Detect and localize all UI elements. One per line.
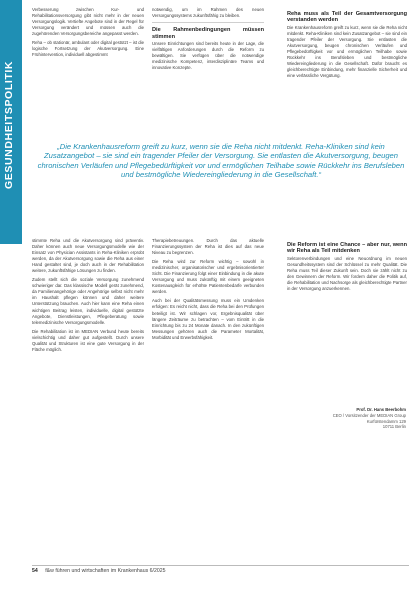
- section-heading: Die Rahmenbedingungen müssen stimmen: [152, 27, 264, 40]
- author-line: 10711 Berlin: [382, 424, 406, 430]
- bottom-column-2: [152, 238, 264, 344]
- author-box: [296, 407, 406, 430]
- section-heading: Die Reform ist eine Chance – aber nur, wenn wir Reha als Teil mitdenken: [287, 242, 407, 255]
- paragraph: Zudem stellt sich die soziale Versorgung zunehmend schwieriger dar. Das klassische Modell gerät zunehmend, da Familienangehörige oder Angehörige selbst nicht mehr im Haushalt pflegen können und daher weitere Unterstützung brauchen. Auch hier kann eine Reha einen wichtigen Beitrag leisten, individuelle, digital gestützte Angebote, Dienstleistungen, Pflegeberatung sowie telemedizinische Versorgungsmodelle.: [32, 277, 144, 325]
- bottom-column-3: [287, 238, 407, 295]
- author-name: Prof. Dr. Hans Beerbohm: [356, 407, 406, 412]
- section-heading: Reha muss als Teil der Gesamtversorgung verstanden werden: [287, 11, 407, 24]
- paragraph: Therapiebetreuungen. Durch das aktuelle Finanzierungssystem der Reha ist dies auf das neue Niveau zu begrenzen.: [152, 238, 264, 256]
- divider: [152, 22, 264, 23]
- section-tab: [0, 0, 22, 244]
- top-column-1: [32, 7, 144, 61]
- paragraph: Verbesserung zwischen Kur- und Rehabilitationsversorgung gibt nicht mehr in der neuen Versorgungslogik. Vertiefte Angebote sind in der Regel für Versorgung verändert und müssen auch die zugehörenden Versorgungsbereiche angepasst werden.: [32, 7, 144, 37]
- pull-quote: „Die Krankenhausreform greift zu kurz, wenn sie die Reha nicht mitdenkt. Reha-Kliniken sind kein Zusatzangebot – sie sind ein tragender Pfeiler der Versorgung. Sie entlasten die Akutversorgung, beugen chronischen Verläufen und Pflegebedürftigkeit vor und ermöglichen Teilhabe sowie Rückkehr ins Berufsleben und bestmögliche Wiedereingliederung in die Gesellschaft.“: [37, 142, 405, 180]
- paragraph: Auch bei der Qualitätsmessung muss ein Umdenken erfolgen: Es reicht nicht, dass die Reha bei den Prüfungen beteiligt ist. Wir schlagen vor, Ergebnisqualität über längere Zeiträume zu betrachten – vom Eintritt in die Einrichtung bis zu 24 Monate danach. In den zukünftigen Messungen gehören auch die Parameter Mortalität, Morbidität und Erwerbsfähigkeit.: [152, 298, 264, 340]
- author-line: Kurfürstendamm 129: [366, 418, 406, 424]
- page-footer: [32, 568, 165, 574]
- footer-divider: [32, 565, 409, 566]
- top-column-2: [152, 7, 264, 74]
- paragraph: notwendig, um im Rahmen des neuen Versorgungssystems zukunftsfähig zu bleiben.: [152, 7, 264, 19]
- paragraph: Sektorenverbindungen und eine Neuordnung im neuen Gesundheitssystem sind der Schlüssel zu mehr Qualität. Die Reha muss Teil dieser Zukunft sein. Doch sie zählt nicht zu den Gewinnern der Reform. Wir fordern daher die Politik auf, die Rehabilitation und Nachsorge als gleichberechtigte Partner in der Versorgung anzuerkennen.: [287, 255, 407, 292]
- bottom-column-1: [32, 238, 144, 356]
- paragraph: Reha – ob stationär, ambulant oder digital gestützt – ist die logische Fortsetzung der Akutversorgung. Eine Frühintervention, individuell abgestimmt: [32, 40, 144, 58]
- page-number: 54: [32, 568, 38, 574]
- paragraph: stimmte Reha und die Akutversorgung sind präventiv. Daher können auch neue Versorgungsmodelle wie der Einsatz von Physician Assistants in Reha-Kliniken erprobt werden, da der Akutversorgung sowie die Reha aus einer Hand gestaltet sind, je doch auch in der Rehabilitation weitere, zukunftsfähige Lösungen zu finden.: [32, 238, 144, 274]
- paragraph: Die Rehabilitation ist im MEDIAN Verbund heute bereits vielschichtig und daher gut aufgestellt. Durch unsere Qualität und Strukturen ist eine gute Versorgung in der Fläche möglich.: [32, 328, 144, 352]
- top-column-3: [287, 7, 407, 82]
- author-line: CEO / Vorsitzender der MEDIAN Group: [332, 412, 406, 418]
- publication-name: f&w führen und wirtschaften im Krankenhaus 6/2025: [45, 568, 166, 574]
- paragraph: Die Krankenhausreform greift zu kurz, wenn sie die Reha nicht mitdenkt. Reha-Kliniken sind kein Zusatzangebot – sie sind ein tragender Pfeiler der Versorgung. Sie entlasten die Akutversorgung, beugen chronischen Verläufen und Pflegebedürftigkeit vor und ermöglichen Teilhabe sowie Rückkehr ins Berufsleben und bestmögliche Wiedereingliederung in die Gesellschaft. Dafür braucht es gleichberechtigte Einbindung, mehr finanzielle Sicherheit und eine verlässliche Vergütung.: [287, 24, 407, 79]
- paragraph: Unsere Einrichtungen sind bereits heute in der Lage, die vielfältigen Anforderungen durch die Reform zu bewältigen. Sie verfügen über die notwendige medizinische Kompetenz, interdisziplinäre Teams und innovative Konzepte.: [152, 40, 264, 71]
- section-tab-label: GESUNDHEITSPOLITIK: [3, 60, 15, 190]
- paragraph: Die Reha wird zur Reform wichtig – sowohl in medizinischer, organisatorischer und ergebnisorientierter Sicht. Die Finanzierung folgt einer Einbindung in die akute Versorgung und muss zukünftig mit einem geeigneten Kostenausgleich für erhöhte Patientenbedarfe verbunden werden.: [152, 259, 264, 295]
